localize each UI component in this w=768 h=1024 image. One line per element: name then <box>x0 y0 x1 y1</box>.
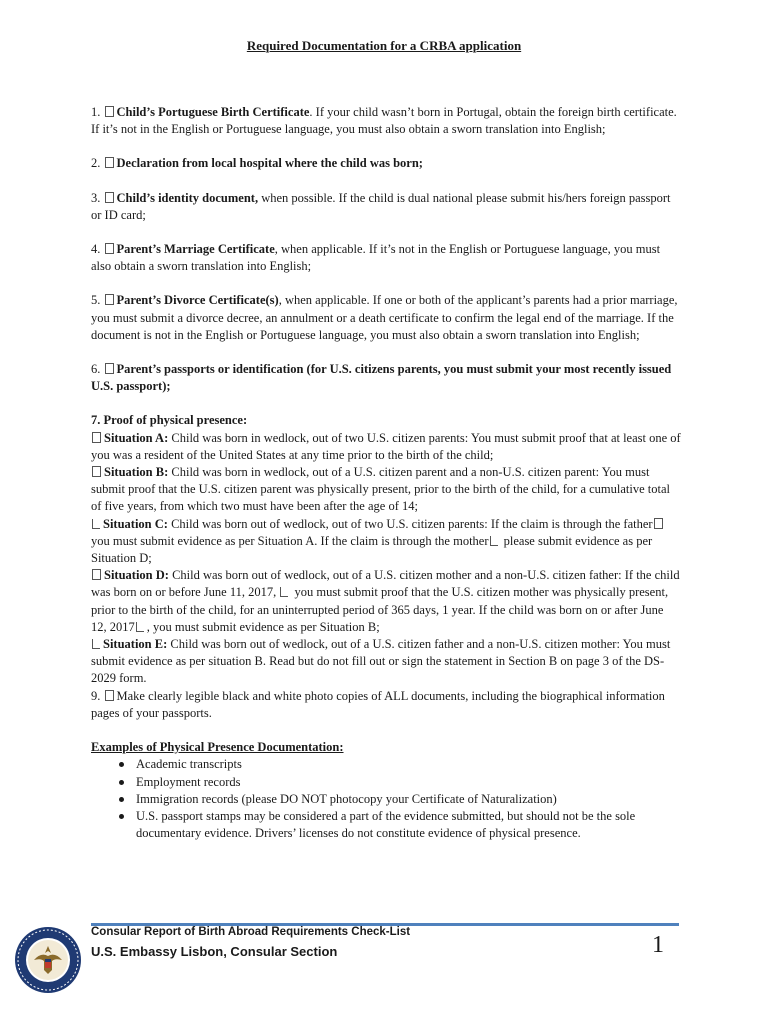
physical-presence-section <box>91 412 681 722</box>
situation-d: Situation D: Child was born out of wedlock, out of a U.S. citizen mother and a non-U.S. citizen father: If the child was born on or before June 11, 2017, you must submit proof that the U.S. citizen mother was physically present, prior to the birth of the child, for an uninterrupted period of 365 days, 1 year. If the child was born on or after June 12, 2017 , you must submit evidence as per Situation B; <box>91 568 680 634</box>
checkbox-icon <box>105 243 114 254</box>
checkbox-icon <box>92 466 101 477</box>
list-item: Employment records <box>136 774 681 791</box>
checkbox-icon <box>92 519 100 529</box>
item-1: 1. Child’s Portuguese Birth Certificate. If your child wasn’t born in Portugal, obtain the foreign birth certificate. If it’s not in the English or Portuguese language, you must also obtain a sworn translation into English; <box>91 105 677 137</box>
checkbox-icon <box>490 536 498 546</box>
checkbox-icon <box>92 569 101 580</box>
checkbox-icon <box>105 157 114 168</box>
situation-a: Situation A: Child was born in wedlock, out of two U.S. citizen parents: You must submit proof that at least one of you was a resident of the United States at any time prior to the birth of the child; <box>91 430 681 462</box>
department-of-state-seal-icon <box>14 926 82 994</box>
page-title: Required Documentation for a CRBA application <box>246 38 522 53</box>
list-item: Immigration records (please DO NOT photocopy your Certificate of Naturalization) <box>136 791 681 808</box>
checkbox-icon <box>280 587 288 597</box>
checkbox-icon <box>105 294 114 305</box>
checkbox-icon <box>105 690 114 701</box>
page-number: 1 <box>652 932 664 958</box>
checkbox-icon <box>92 432 101 443</box>
item-4: 4. Parent’s Marriage Certificate, when applicable. If it’s not in the English or Portuguese language, you must also obtain a sworn translation into English; <box>91 242 661 274</box>
item-5: 5. Parent’s Divorce Certificate(s), when applicable. If one or both of the applicant’s parents had a prior marriage, you must submit a divorce decree, an annulment or a death certificate to confirm the legal end of the marriage. If the document is not in the English or Portuguese language, you must also obtain a sworn translation into English; <box>91 293 678 342</box>
checkbox-icon <box>105 363 114 374</box>
physical-presence-heading: 7. Proof of physical presence: <box>91 413 248 428</box>
checkbox-icon <box>92 639 100 649</box>
situation-c: Situation C: Child was born out of wedlock, out of two U.S. citizen parents: If the claim is through the father you must submit evidence as per Situation A. If the claim is through the mother please submit evidence as per Situation D; <box>91 516 681 568</box>
examples-list <box>91 756 681 842</box>
situation-e: Situation E: Child was born out of wedlock, out of a U.S. citizen father and a non-U.S. citizen mother: You must submit evidence as per situation B. Read but do not fill out or sign the statement in Section B on page 3 of the DS-2029 form. <box>91 637 671 686</box>
item-3: 3. Child’s identity document, when possible. If the child is dual national please submit his/hers foreign passport or ID card; <box>91 190 671 222</box>
item-9: 9. Make clearly legible black and white photo copies of ALL documents, including the biographical information pages of your passports. <box>91 688 665 720</box>
checkbox-icon <box>105 192 114 203</box>
item-6: 6. Parent’s passports or identification (for U.S. citizens parents, you must submit your most recently issued U.S. passport); <box>91 362 672 394</box>
checkbox-icon <box>654 518 663 529</box>
list-item: U.S. passport stamps may be considered a part of the evidence submitted, but should not be the sole documentary evidence. Drivers’ licenses do not constitute evidence of physical presence. <box>136 808 681 842</box>
footer-office-name: U.S. Embassy Lisbon, Consular Section <box>91 944 338 959</box>
checkbox-icon <box>136 622 144 632</box>
situation-b: Situation B: Child was born in wedlock, out of a U.S. citizen parent and a non-U.S. citizen parent: You must submit proof that the U.S. citizen parent was physically present, prior to the birth of the child, for a cumulative total of five years, from which two must have been after the age of 14; <box>91 465 671 514</box>
document-body <box>91 104 681 842</box>
footer-document-title: Consular Report of Birth Abroad Requirements Check-List <box>91 926 411 938</box>
checkbox-icon <box>105 106 114 117</box>
list-item: Academic transcripts <box>136 756 681 773</box>
item-2: 2. Declaration from local hospital where the child was born; <box>91 156 423 171</box>
examples-heading: Examples of Physical Presence Documentation: <box>91 740 344 755</box>
